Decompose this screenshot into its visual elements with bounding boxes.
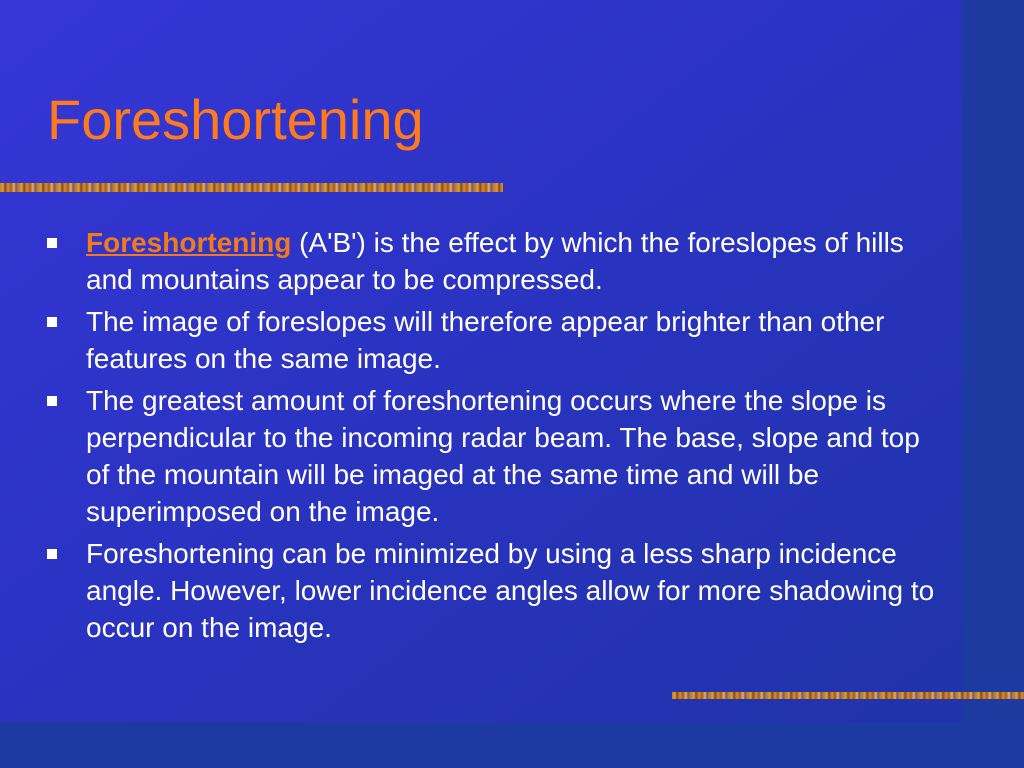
foreshortening-link[interactable]: Foreshortening xyxy=(86,227,292,258)
bottom-background-band xyxy=(0,722,1024,768)
bullet-text-3: The greatest amount of foreshortening occurs where the slope is perpendicular to the incoming radar beam. The base, slope and top of the mountain will be imaged at the same time and will be superimposed on the image. xyxy=(86,385,920,527)
square-bullet-icon xyxy=(47,238,57,248)
slide-title: Foreshortening xyxy=(47,88,424,151)
right-background-band xyxy=(962,0,1024,768)
square-bullet-icon xyxy=(47,317,57,327)
bullet-text-2: The image of foreslopes will therefore appear brighter than other features on the same image. xyxy=(86,306,885,374)
bullet-text-4: Foreshortening can be minimized by using a less sharp incidence angle. However, lower incidence angles allow for more shadowing to occur on the image. xyxy=(86,538,935,643)
bullet-item-3 xyxy=(47,382,947,530)
bullet-list xyxy=(47,224,947,651)
bullet-item-2 xyxy=(47,303,947,377)
bullet-text-1: (A'B') is the effect by which the foreslopes of hills and mountains appear to be compressed. xyxy=(86,227,904,295)
square-bullet-icon xyxy=(47,549,57,559)
square-bullet-icon xyxy=(47,396,57,406)
footer-divider xyxy=(672,692,1024,699)
bullet-item-1 xyxy=(47,224,947,298)
title-divider xyxy=(0,183,503,192)
bullet-item-4 xyxy=(47,535,947,646)
